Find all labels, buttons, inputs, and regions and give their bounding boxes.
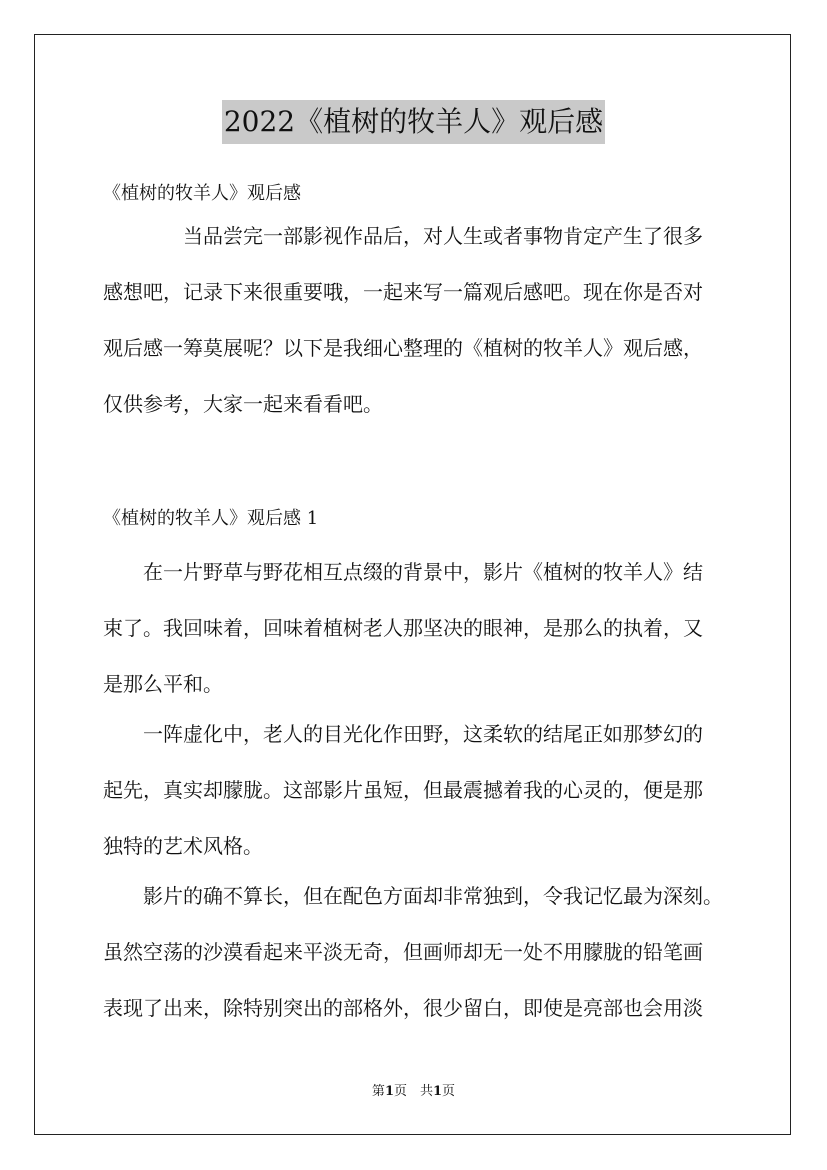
footer-page-prefix: 第 [371,1084,385,1099]
paragraph-line: 是那么平和。 [103,672,223,696]
body-paragraph-1 [103,544,743,712]
paragraph-line: 起先，真实却朦胧。这部影片虽短，但最震撼着我的心灵的，便是那 [103,778,703,802]
section-heading: 《植树的牧羊人》观后感 1 [103,508,319,529]
footer-page-current: 1 [384,1084,394,1099]
paragraph-line: 在一片野草与野花相互点缀的背景中，影片《植树的牧羊人》结 [143,560,703,584]
paragraph-line: 影片的确不算长，但在配色方面却非常独到，令我记忆最为深刻。 [143,884,723,908]
paragraph-line: 表现了出来，除特别突出的部格外，很少留白，即使是亮部也会用淡 [103,996,703,1020]
paragraph-line: 一阵虚化中，老人的目光化作田野，这柔软的结尾正如那梦幻的 [143,722,703,746]
footer-page-total: 1 [433,1084,443,1099]
paragraph-line: 独特的艺术风格。 [103,834,263,858]
body-paragraph-2 [103,706,743,874]
intro-line: 观后感一筹莫展呢？以下是我细心整理的《植树的牧羊人》观后感， [103,336,703,360]
footer-page-suffix: 页 [442,1084,456,1099]
page-footer [0,1082,827,1102]
paragraph-line: 虽然空荡的沙漠看起来平淡无奇，但画师却无一处不用朦胧的铅笔画 [103,940,703,964]
document-subtitle: 《植树的牧羊人》观后感 [103,183,301,204]
intro-paragraph [103,208,743,432]
body-paragraph-3 [103,868,743,1036]
intro-line: 仅供参考，大家一起来看看吧。 [103,392,383,416]
document-title: 2022《植树的牧羊人》观后感 [222,100,605,144]
paragraph-line: 束了。我回味着，回味着植树老人那坚决的眼神，是那么的执着，又 [103,616,703,640]
intro-line: 感想吧，记录下来很重要哦，一起来写一篇观后感吧。现在你是否对 [103,280,703,304]
title-container [0,100,827,144]
footer-page-mid: 页 共 [393,1084,433,1099]
intro-line: 当品尝完一部影视作品后，对人生或者事物肯定产生了很多 [183,224,703,248]
